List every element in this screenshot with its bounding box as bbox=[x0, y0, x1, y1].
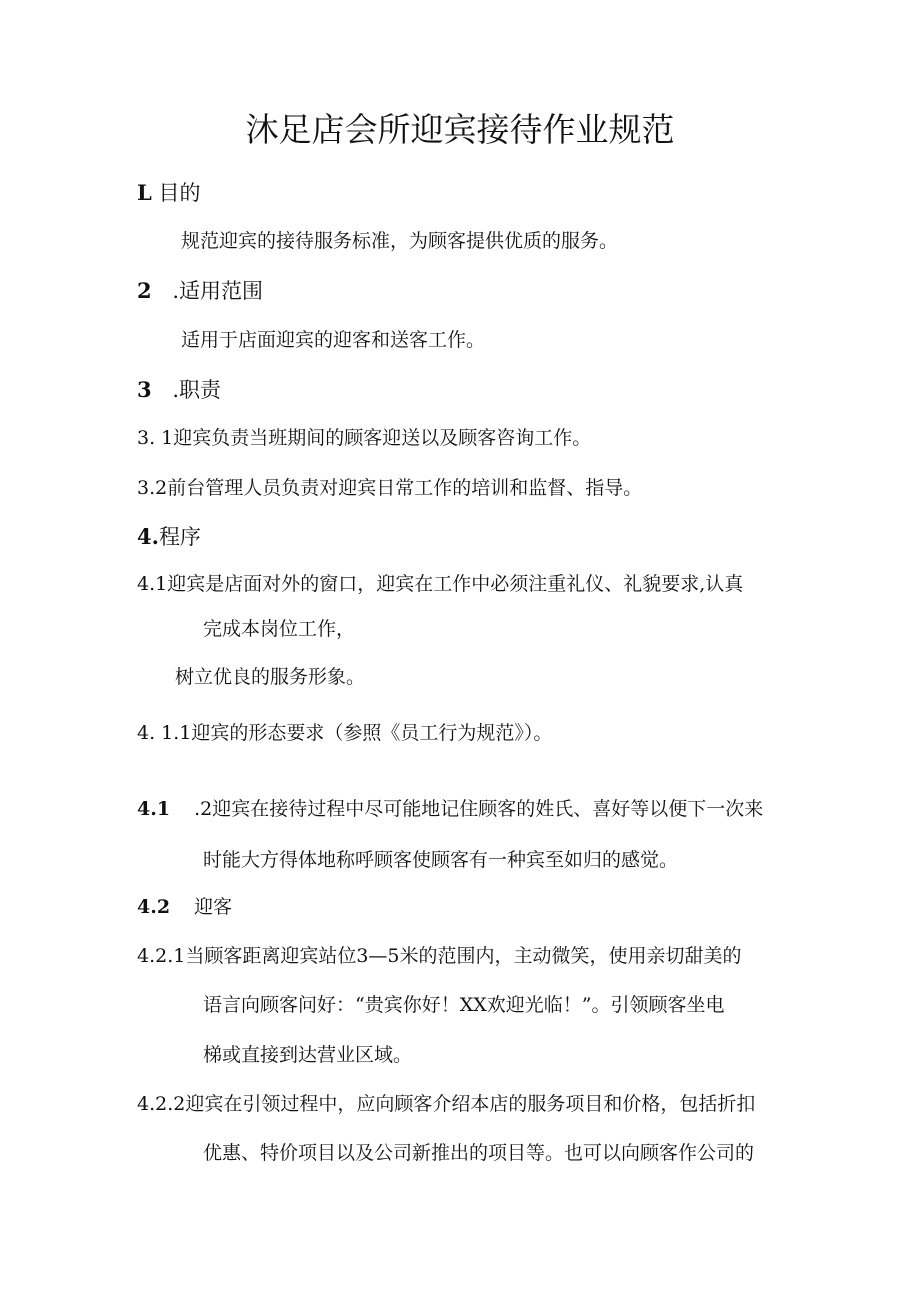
item-4-1-2-line-2: 时能大方得体地称呼顾客使顾客有一种宾至如归的感觉。 bbox=[203, 849, 679, 871]
section-1-body: 规范迎宾的接待服务标准，为顾客提供优质的服务。 bbox=[181, 230, 619, 252]
section-3-number: 3 bbox=[137, 377, 152, 402]
section-3-title: .职责 bbox=[172, 378, 221, 402]
item-4-1-line-2: 完成本岗位工作， bbox=[203, 618, 356, 640]
section-3-item-2: 3.2前台管理人员负责对迎宾日常工作的培训和监督、指导。 bbox=[137, 477, 643, 499]
item-4-2-1-line-2: 语言向顾客问好：“贵宾你好！XX欢迎光临！”。引领顾客坐电 bbox=[203, 994, 725, 1016]
item-4-2-title: 迎客 bbox=[194, 896, 233, 918]
section-1-title: 目的 bbox=[158, 181, 201, 205]
section-2-title: .适用范围 bbox=[172, 279, 263, 303]
section-1-number: L bbox=[137, 180, 152, 205]
section-3-heading bbox=[137, 377, 221, 403]
item-4-1-line-1: 4.1迎宾是店面对外的窗口，迎宾在工作中必须注重礼仪、礼貌要求,认真 bbox=[137, 573, 744, 595]
item-4-1-2-text: .2迎宾在接待过程中尽可能地记住顾客的姓氏、喜好等以便下一次来 bbox=[194, 798, 764, 820]
section-4-heading bbox=[137, 524, 201, 550]
item-4-2-2-line-1: 4.2.2迎宾在引领过程中，应向顾客介绍本店的服务项目和价格，包括折扣 bbox=[137, 1093, 756, 1115]
item-4-1-2-line-1 bbox=[137, 797, 763, 821]
item-4-2-1-line-3: 梯或直接到达营业区域。 bbox=[203, 1044, 413, 1066]
section-4-number: 4. bbox=[137, 524, 159, 549]
item-4-1-line-3: 树立优良的服务形象。 bbox=[175, 666, 366, 688]
section-4-title: 程序 bbox=[158, 525, 201, 549]
item-4-2-1-line-1: 4.2.1当顾客距离迎宾站位3—5米的范围内，主动微笑，使用亲切甜美的 bbox=[137, 945, 742, 967]
section-3-item-1: 3. 1迎宾负责当班期间的顾客迎送以及顾客咨询工作。 bbox=[137, 427, 592, 449]
section-2-body: 适用于店面迎宾的迎客和送客工作。 bbox=[181, 329, 486, 351]
item-4-2-2-line-2: 优惠、特价项目以及公司新推出的项目等。也可以向顾客作公司的 bbox=[203, 1142, 755, 1164]
section-2-number: 2 bbox=[137, 278, 152, 303]
document-title: 沐足店会所迎宾接待作业规范 bbox=[245, 110, 675, 149]
item-4-1-2-number: 4.1 bbox=[137, 798, 171, 820]
item-4-1-1: 4. 1.1迎宾的形态要求（参照《员工行为规范》）。 bbox=[137, 722, 553, 744]
item-4-2-heading bbox=[137, 895, 232, 919]
section-2-heading bbox=[137, 278, 263, 304]
section-1-heading bbox=[137, 180, 200, 206]
item-4-2-number: 4.2 bbox=[137, 896, 171, 918]
